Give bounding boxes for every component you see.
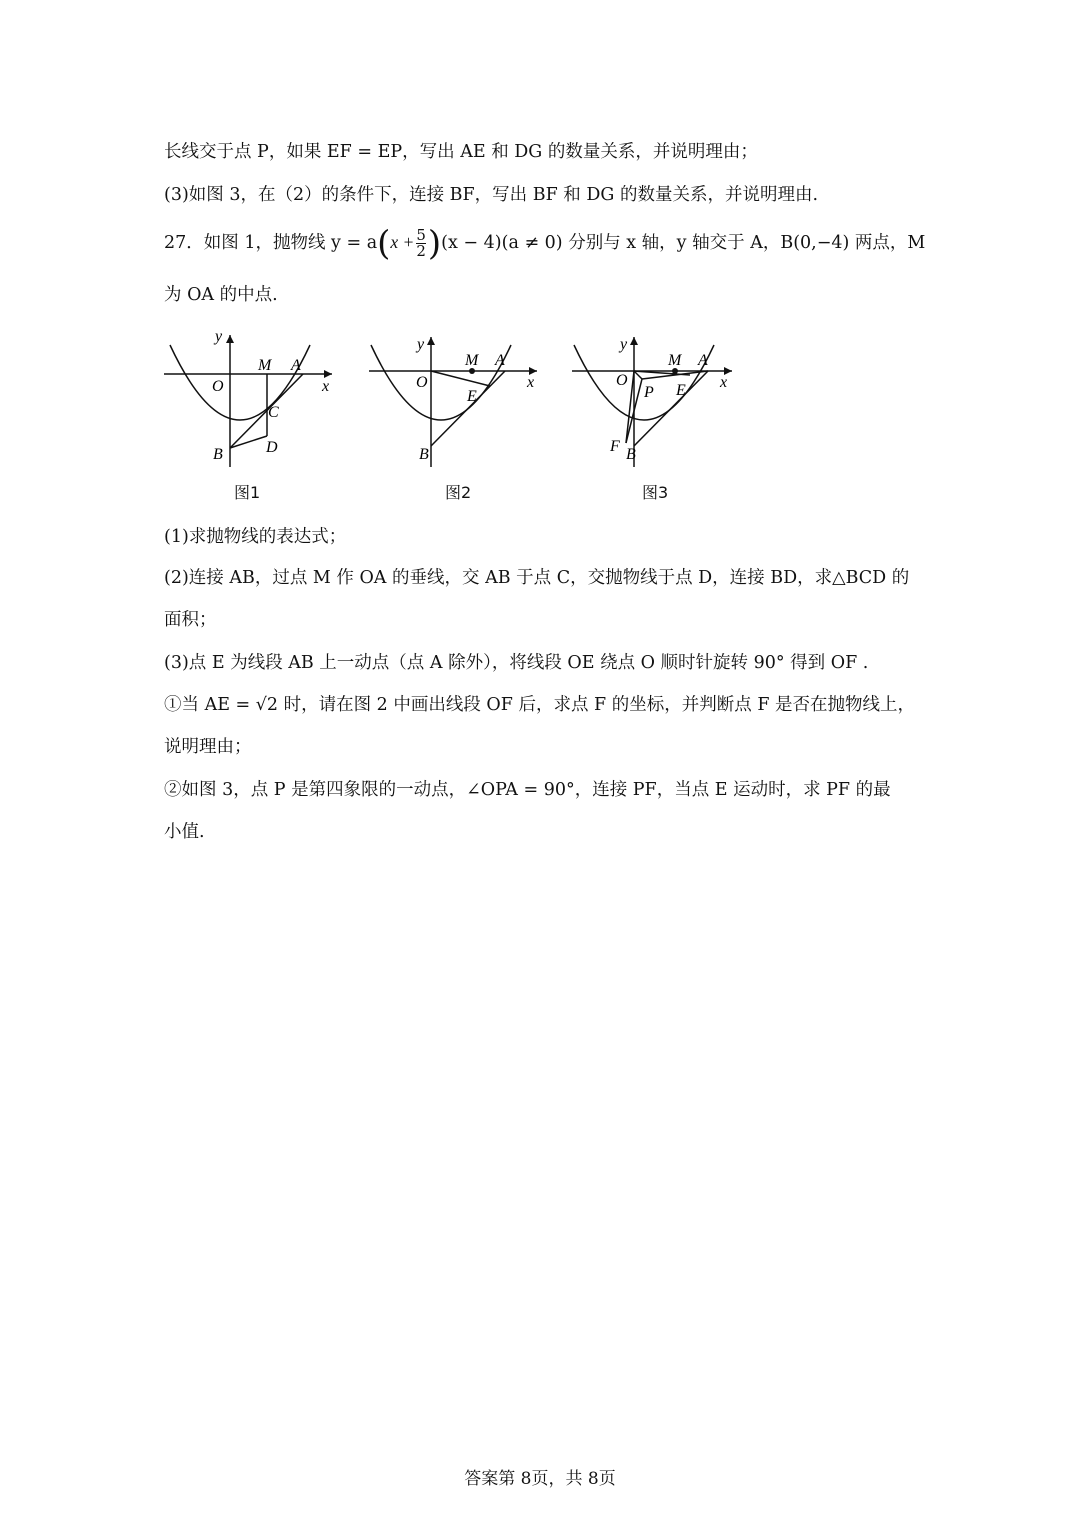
- figure-2-diagram: [365, 325, 545, 475]
- label-e: E: [467, 388, 477, 405]
- label-y: y: [417, 336, 425, 353]
- expr-x: x +: [390, 232, 415, 252]
- question-2-line-1: (2)连接 AB，过点 M 作 OA 的垂线，交 AB 于点 C，交抛物线于点 D，连接 BD，求△BCD 的: [164, 568, 910, 588]
- figure-3-caption: 图3: [642, 483, 669, 502]
- text-line: 为 OA 的中点.: [164, 285, 278, 305]
- label-y: y: [215, 328, 223, 345]
- label-b: B: [626, 446, 636, 463]
- label-b: B: [419, 446, 429, 463]
- text-line: (3)如图 3，在（2）的条件下，连接 BF，写出 BF 和 DG 的数量关系，并说明理由.: [164, 185, 819, 205]
- question-1: (1)求抛物线的表达式；: [164, 527, 347, 547]
- fraction-numerator: 5: [416, 226, 426, 244]
- fraction-denominator: 2: [416, 242, 426, 260]
- figure-1-diagram: [160, 325, 340, 475]
- figure-1: [160, 325, 340, 502]
- label-e: E: [676, 382, 686, 399]
- question-3-1-line-1: ①当 AE = √2 时，请在图 2 中画出线段 OF 后，求点 F 的坐标，并判断点 F 是否在抛物线上，: [164, 695, 916, 715]
- label-b: B: [213, 446, 223, 463]
- question-2-line-2: 面积；: [164, 610, 217, 630]
- label-x: x: [322, 378, 330, 395]
- label-d: D: [266, 439, 278, 456]
- question-3-2-line-2: 小值.: [164, 822, 205, 842]
- label-o: O: [212, 378, 224, 395]
- label-m: M: [258, 357, 272, 374]
- figure-3-diagram: [568, 325, 748, 475]
- page-footer: 答案第 8页，共 8页: [464, 1469, 616, 1489]
- question-3-2-line-1: ②如图 3，点 P 是第四象限的一动点，∠OPA = 90°，连接 PF，当点 E 运动时，求 PF 的最: [164, 780, 891, 800]
- text-line: 长线交于点 P，如果 EF = EP，写出 AE 和 DG 的数量关系，并说明理由；: [164, 142, 758, 162]
- label-c: C: [268, 404, 279, 421]
- question-3: (3)点 E 为线段 AB 上一动点（点 A 除外），将线段 OE 绕点 O 顺时针旋转 90° 得到 OF .: [164, 653, 869, 673]
- label-a: A: [698, 352, 708, 369]
- label-x: x: [527, 374, 535, 391]
- problem-27-prefix: 27．如图 1，抛物线 y = a: [164, 233, 378, 253]
- label-m: M: [465, 352, 479, 369]
- figure-3: [568, 325, 748, 502]
- label-y: y: [620, 336, 628, 353]
- label-a: A: [291, 357, 301, 374]
- label-o: O: [416, 374, 428, 391]
- problem-27-line: 27．如图 1，抛物线 y = a(x + $\frac{5}{2}$ )(x − 4)(a ≠ 0) 分别与 x 轴，y 轴交于 A，B(0,−4) 两点，M: [164, 223, 926, 264]
- figure-1-caption: 图1: [234, 483, 261, 502]
- label-x: x: [720, 374, 728, 391]
- question-3-1-line-2: 说明理由；: [164, 737, 252, 757]
- label-p: P: [644, 384, 654, 401]
- figure-2: [365, 325, 545, 502]
- fraction-5-2: [416, 228, 426, 259]
- figure-2-caption: 图2: [445, 483, 472, 502]
- problem-27-rest: (x − 4)(a ≠ 0) 分别与 x 轴，y 轴交于 A，B(0,−4) 两点，M: [441, 233, 926, 253]
- label-m: M: [668, 352, 682, 369]
- figure-row: [160, 325, 740, 505]
- label-f: F: [610, 438, 620, 455]
- label-o: O: [616, 372, 628, 389]
- label-a: A: [495, 352, 505, 369]
